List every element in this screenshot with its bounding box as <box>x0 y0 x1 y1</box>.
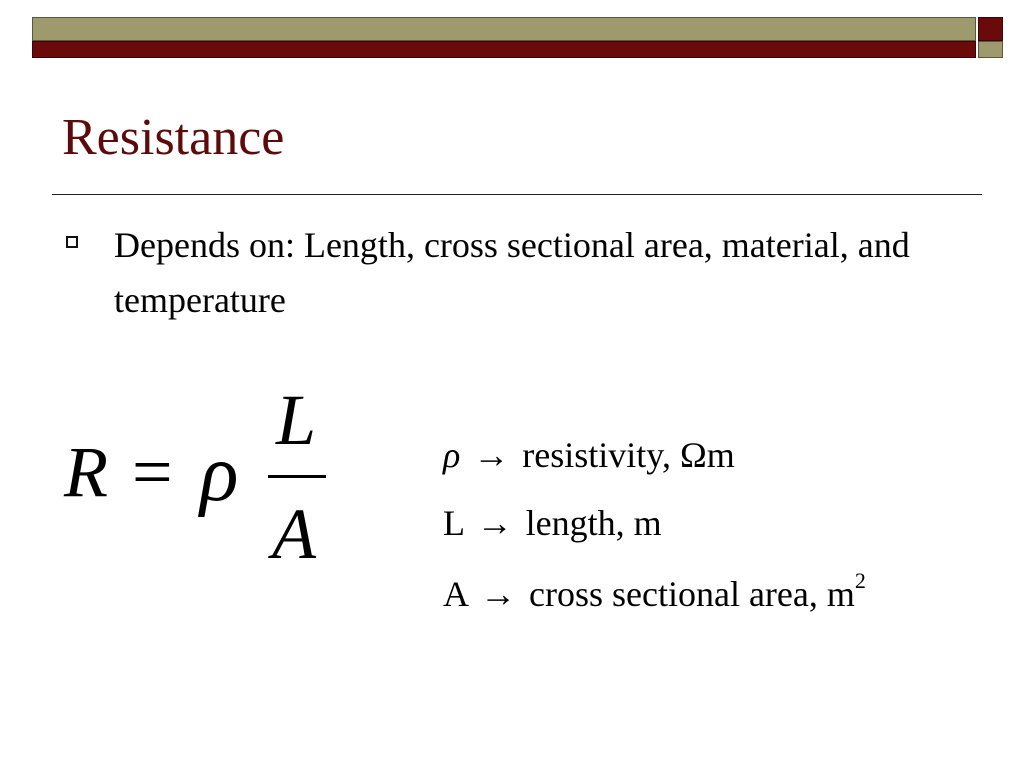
slide-title: Resistance <box>62 109 285 166</box>
fraction-bar <box>268 475 326 478</box>
definition-resistivity <box>443 437 735 473</box>
exponent: 2 <box>854 568 866 593</box>
definition-length <box>443 505 662 541</box>
arrow-icon: → <box>480 574 517 614</box>
title-divider <box>52 194 982 195</box>
equation-rho-symbol: ρ <box>200 430 239 518</box>
equation-denominator: A <box>272 494 316 574</box>
bullet-text: Depends on: Length, cross sectional area, material, and temperature <box>114 225 910 320</box>
header-bar-maroon <box>32 41 976 58</box>
definition-text: length, m <box>525 503 662 543</box>
arrow-icon: → <box>476 503 513 543</box>
definition-text: cross sectional area, m <box>529 574 855 614</box>
definition-symbol: ρ <box>443 435 461 475</box>
arrow-icon: → <box>473 435 510 475</box>
header-square-maroon <box>978 17 1003 41</box>
definition-text: resistivity, Ωm <box>522 435 735 475</box>
definition-area <box>443 568 866 614</box>
definition-symbol: A <box>443 574 468 614</box>
header-square-olive <box>978 41 1003 58</box>
header-bar-olive <box>32 17 976 41</box>
square-bullet-icon <box>66 236 78 248</box>
equation-equals-sign: = <box>132 432 173 512</box>
definition-symbol: L <box>443 503 464 543</box>
equation-numerator: L <box>276 380 317 460</box>
equation-resistance-symbol: R <box>64 432 108 512</box>
